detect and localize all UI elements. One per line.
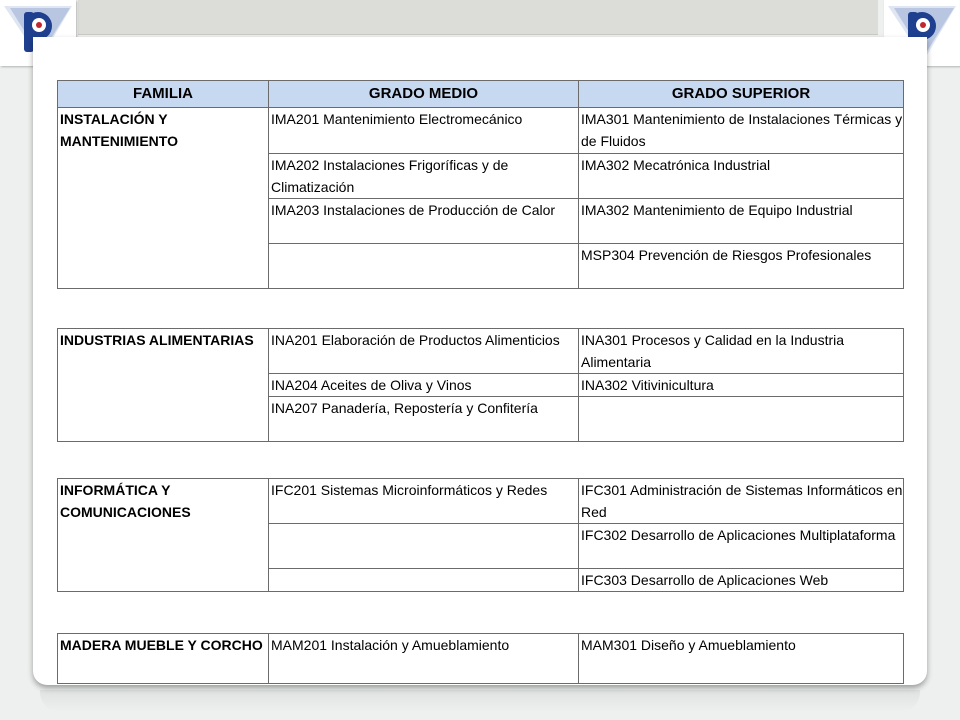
grado-medio-cell: INA204 Aceites de Oliva y Vinos	[269, 374, 579, 397]
grado-superior-cell: MSP304 Prevención de Riesgos Profesionales	[579, 244, 904, 289]
grado-superior-cell: IFC302 Desarrollo de Aplicaciones Multiplataforma	[579, 524, 904, 569]
table-row	[58, 479, 904, 524]
grado-superior-cell: IFC303 Desarrollo de Aplicaciones Web	[579, 569, 904, 592]
grado-medio-cell: IMA201 Mantenimiento Electromecánico	[269, 108, 579, 154]
top-bar	[78, 0, 878, 35]
grado-superior-cell: IMA302 Mecatrónica Industrial	[579, 154, 904, 199]
grado-medio-cell: INA207 Panadería, Repostería y Confitería	[269, 397, 579, 442]
grado-medio-cell	[269, 244, 579, 289]
grado-medio-cell: IMA203 Instalaciones de Producción de Calor	[269, 199, 579, 244]
table-row	[58, 329, 904, 374]
grado-medio-cell: IFC201 Sistemas Microinformáticos y Redes	[269, 479, 579, 524]
slide-shadow-strip	[40, 690, 920, 712]
grado-superior-cell: INA302 Vitivinicultura	[579, 374, 904, 397]
table-header-row	[58, 81, 904, 108]
header-grado-superior: GRADO SUPERIOR	[579, 81, 904, 108]
grado-superior-cell: MAM301 Diseño y Amueblamiento	[579, 634, 904, 684]
family-name: MADERA MUEBLE Y CORCHO	[58, 634, 269, 684]
header-grado-medio: GRADO MEDIO	[269, 81, 579, 108]
family-name: INSTALACIÓN Y MANTENIMIENTO	[58, 108, 269, 289]
grado-superior-cell: IMA302 Mantenimiento de Equipo Industrial	[579, 199, 904, 244]
grado-medio-cell: IMA202 Instalaciones Frigoríficas y de Climatización	[269, 154, 579, 199]
grado-medio-cell	[269, 569, 579, 592]
grado-medio-cell: INA201 Elaboración de Productos Alimenticios	[269, 329, 579, 374]
grado-medio-cell	[269, 524, 579, 569]
grado-superior-cell: INA301 Procesos y Calidad en la Industria Alimentaria	[579, 329, 904, 374]
grado-superior-cell: IFC301 Administración de Sistemas Informáticos en Red	[579, 479, 904, 524]
family-table-industrias	[57, 328, 904, 442]
header-familia: FAMILIA	[58, 81, 269, 108]
family-table-madera	[57, 633, 904, 684]
family-table-informatica	[57, 478, 904, 592]
grado-superior-cell: IMA301 Mantenimiento de Instalaciones Térmicas y de Fluidos	[579, 108, 904, 154]
table-row	[58, 634, 904, 684]
grado-medio-cell: MAM201 Instalación y Amueblamiento	[269, 634, 579, 684]
family-name: INFORMÁTICA Y COMUNICACIONES	[58, 479, 269, 592]
family-name: INDUSTRIAS ALIMENTARIAS	[58, 329, 269, 442]
grado-superior-cell	[579, 397, 904, 442]
table-row	[58, 108, 904, 154]
family-table-instalacion	[57, 80, 904, 289]
